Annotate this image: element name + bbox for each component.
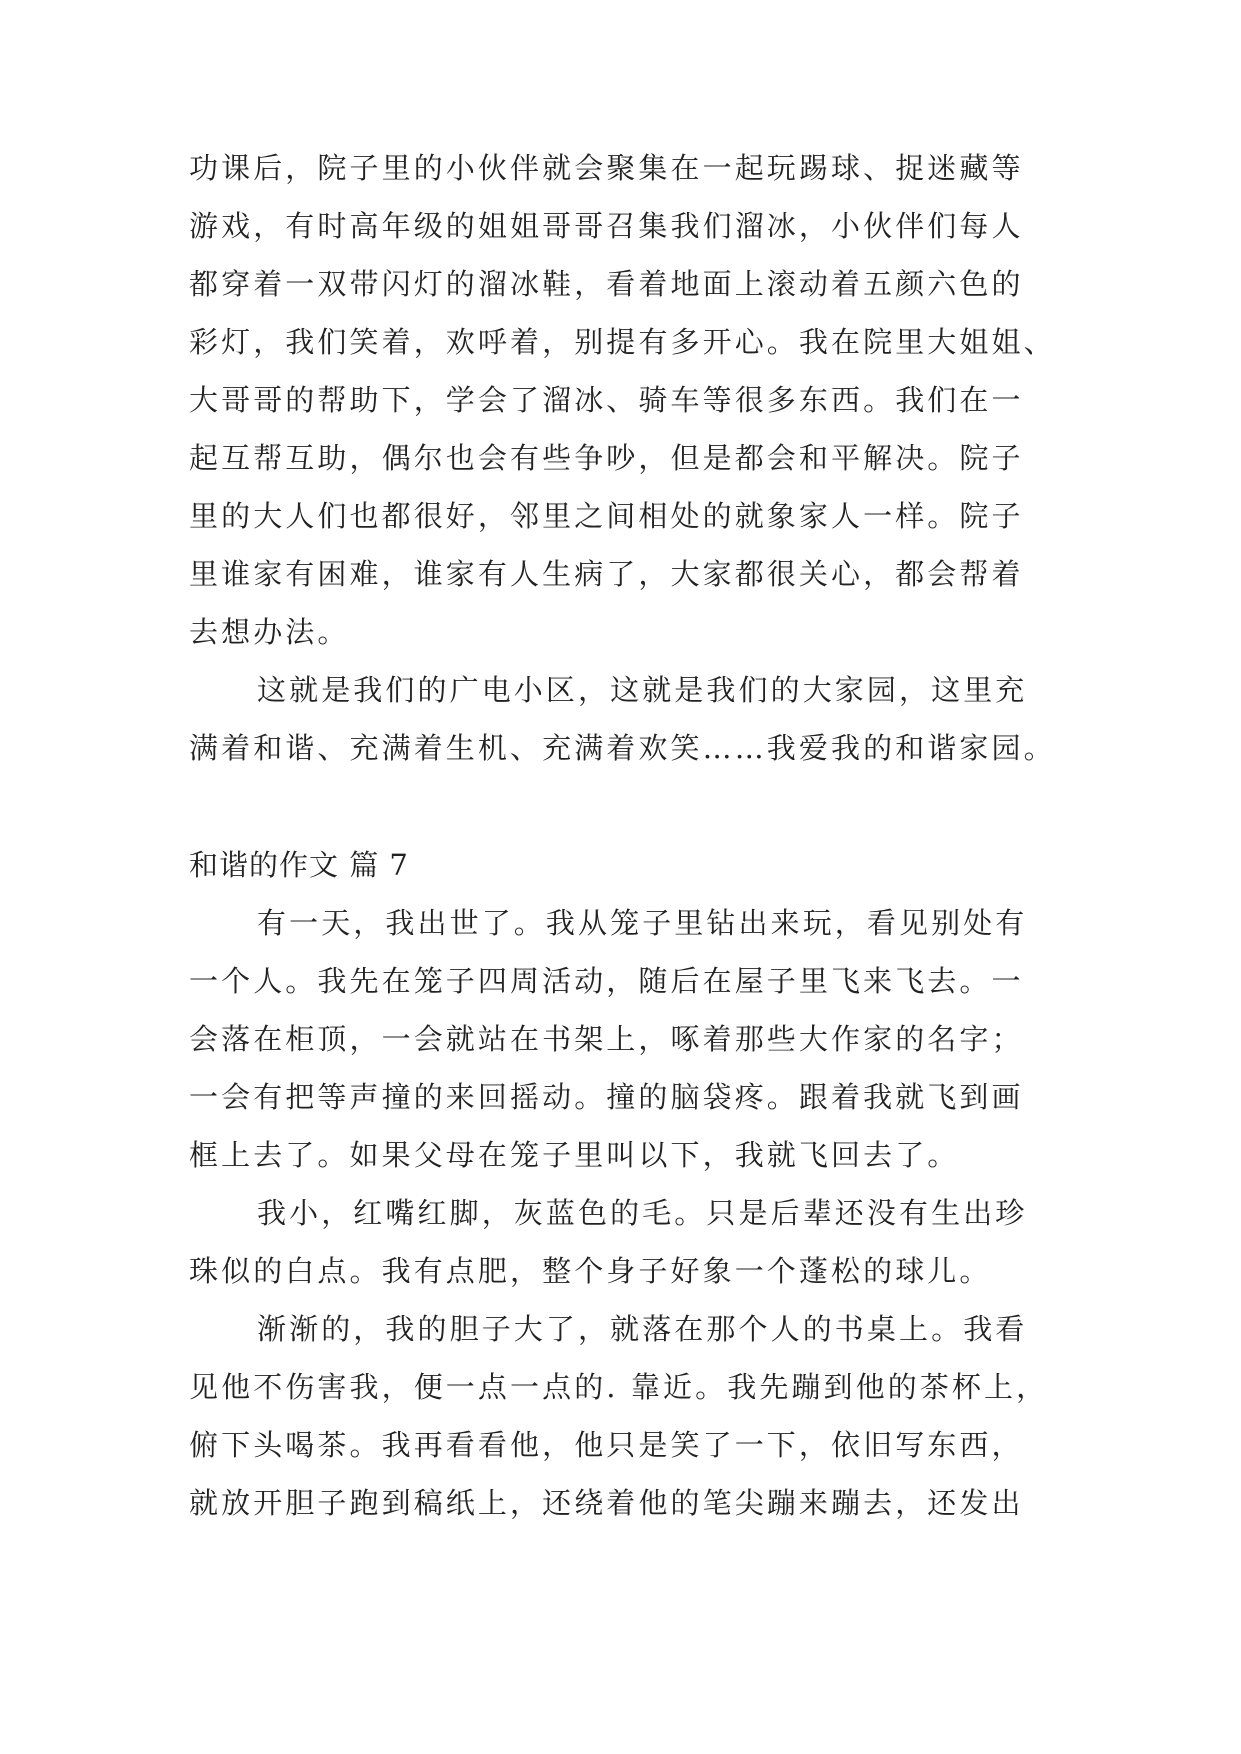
paragraph-line: 大哥哥的帮助下，学会了溜冰、骑车等很多东西。我们在一: [189, 383, 1024, 417]
paragraph-line: 就放开胆子跑到稿纸上，还绕着他的笔尖蹦来蹦去，还发出: [189, 1486, 1024, 1520]
paragraph-line: 功课后，院子里的小伙伴就会聚集在一起玩踢球、捉迷藏等: [189, 151, 1024, 185]
paragraph-line: 满着和谐、充满着生机、充满着欢笑……我爱我的和谐家园。: [189, 731, 1056, 765]
paragraph-line: 起互帮互助，偶尔也会有些争吵，但是都会和平解决。院子: [189, 441, 1024, 475]
paragraph-line: 渐渐的，我的胆子大了，就落在那个人的书桌上。我看: [257, 1312, 1028, 1346]
paragraph-line: 一会有把等声撞的来回摇动。撞的脑袋疼。跟着我就飞到画: [189, 1080, 1024, 1114]
paragraph-line: 里谁家有困难，谁家有人生病了，大家都很关心，都会帮着: [189, 557, 1024, 591]
paragraph-line: 去想办法。: [189, 615, 350, 649]
paragraph-line: 框上去了。如果父母在笼子里叫以下，我就飞回去了。: [189, 1138, 960, 1172]
paragraph-line: 游戏，有时高年级的姐姐哥哥召集我们溜冰，小伙伴们每人: [189, 209, 1024, 243]
paragraph-line: 会落在柜顶，一会就站在书架上，啄着那些大作家的名字；: [189, 1022, 1024, 1056]
paragraph-line: 里的大人们也都很好，邻里之间相处的就象家人一样。院子: [189, 499, 1024, 533]
paragraph-line: 有一天，我出世了。我从笼子里钻出来玩，看见别处有: [257, 906, 1028, 940]
paragraph-line: 彩灯，我们笑着，欢呼着，别提有多开心。我在院里大姐姐、: [189, 325, 1056, 359]
paragraph-line: 都穿着一双带闪灯的溜冰鞋，看着地面上滚动着五颜六色的: [189, 267, 1024, 301]
paragraph-line: 俯下头喝茶。我再看看他，他只是笑了一下，依旧写东西，: [189, 1428, 1024, 1462]
paragraph-line: 见他不伤害我，便一点一点的. 靠近。我先蹦到他的茶杯上，: [189, 1370, 1049, 1404]
paragraph-line: 我小，红嘴红脚，灰蓝色的毛。只是后辈还没有生出珍: [257, 1196, 1028, 1230]
paragraph-line: 珠似的白点。我有点肥，整个身子好象一个蓬松的球儿。: [189, 1254, 992, 1288]
section-heading: 和谐的作文 篇 7: [189, 848, 409, 882]
paragraph-line: 这就是我们的广电小区，这就是我们的大家园，这里充: [257, 673, 1028, 707]
paragraph-line: 一个人。我先在笼子四周活动，随后在屋子里飞来飞去。一: [189, 964, 1024, 998]
